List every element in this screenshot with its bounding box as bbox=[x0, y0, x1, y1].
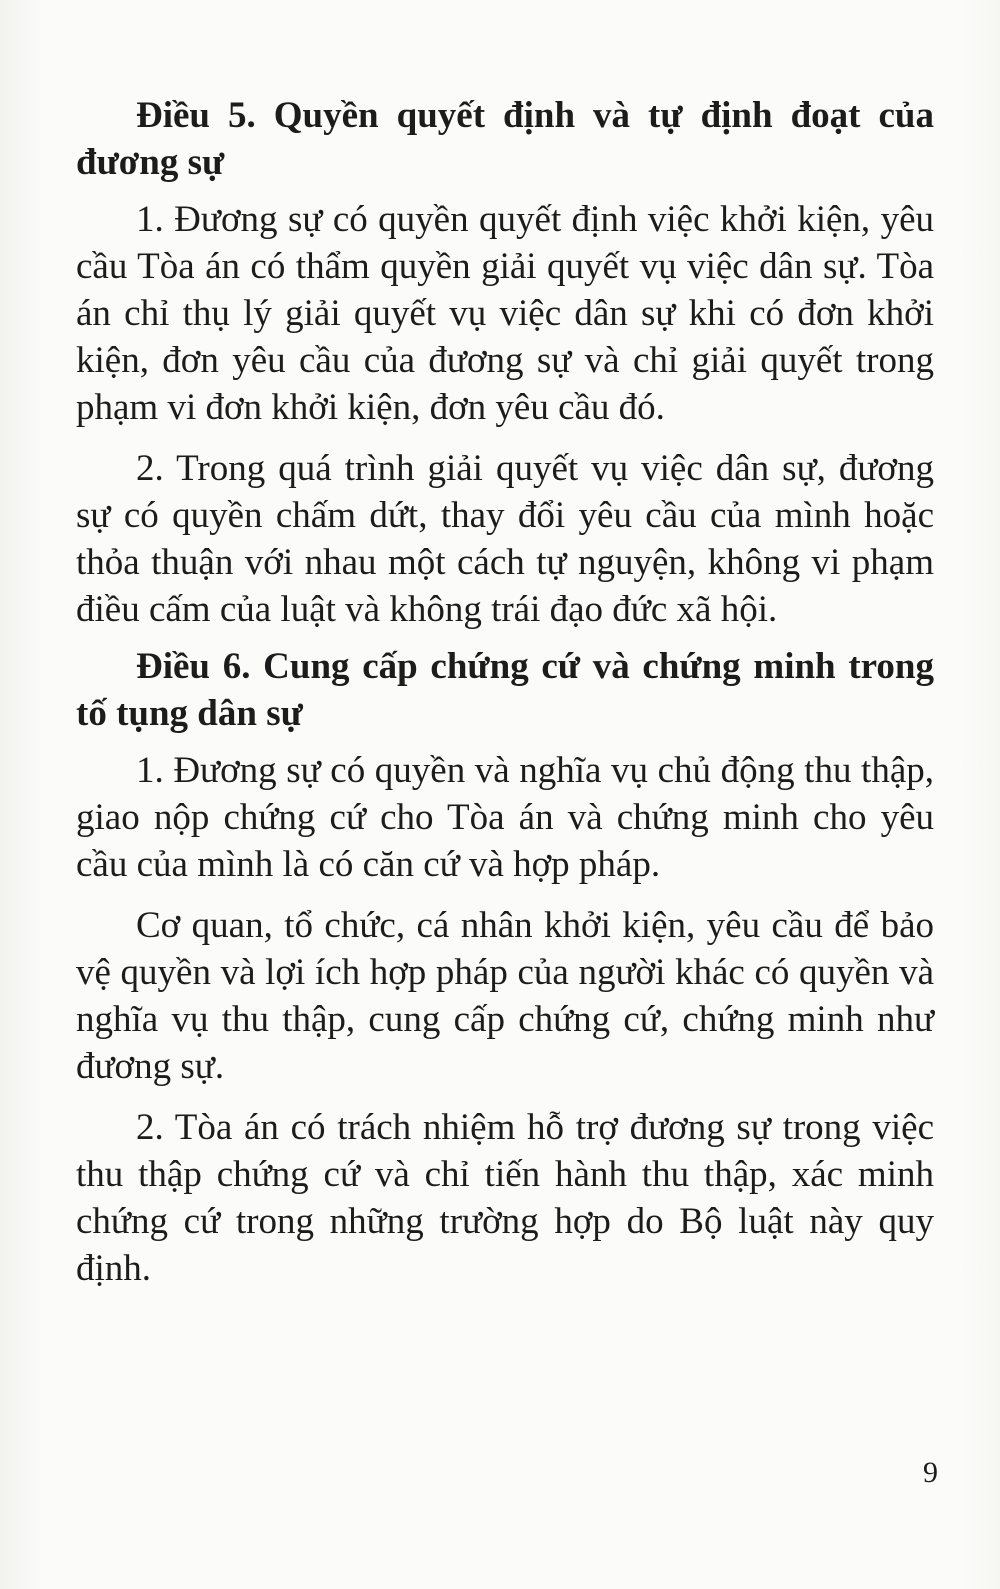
article-5-paragraph-2: 2. Trong quá trình giải quyết vụ việc dân sự, đương sự có quyền chấm dứt, thay đổi yêu cầu của mình hoặc thỏa thuận với nhau một cách tự nguyện, không vi phạm điều cấm của luật và không trái đạo đức xã hội. bbox=[76, 448, 934, 630]
page-number: 9 bbox=[923, 1456, 938, 1489]
page-body bbox=[76, 92, 934, 1292]
article-5-paragraph-1: 1. Đương sự có quyền quyết định việc khởi kiện, yêu cầu Tòa án có thẩm quyền giải quyết vụ việc dân sự. Tòa án chỉ thụ lý giải quyết vụ việc dân sự khi có đơn khởi kiện, đơn yêu cầu của đương sự và chỉ giải quyết trong phạm vi đơn khởi kiện, đơn yêu cầu đó. bbox=[76, 199, 934, 428]
article-6-paragraph-3: 2. Tòa án có trách nhiệm hỗ trợ đương sự trong việc thu thập chứng cứ và chỉ tiến hành thu thập, xác minh chứng cứ trong những trường hợp do Bộ luật này quy định. bbox=[76, 1107, 934, 1289]
article-6-heading: Điều 6. Cung cấp chứng cứ và chứng minh trong tố tụng dân sự bbox=[76, 646, 934, 734]
article-5-heading: Điều 5. Quyền quyết định và tự định đoạt của đương sự bbox=[76, 95, 934, 183]
article-6-paragraph-1: 1. Đương sự có quyền và nghĩa vụ chủ động thu thập, giao nộp chứng cứ cho Tòa án và chứng minh cho yêu cầu của mình là có căn cứ và hợp pháp. bbox=[76, 750, 934, 885]
article-6-paragraph-2: Cơ quan, tổ chức, cá nhân khởi kiện, yêu cầu để bảo vệ quyền và lợi ích hợp pháp của người khác có quyền và nghĩa vụ thu thập, cung cấp chứng cứ, chứng minh như đương sự. bbox=[76, 905, 934, 1087]
